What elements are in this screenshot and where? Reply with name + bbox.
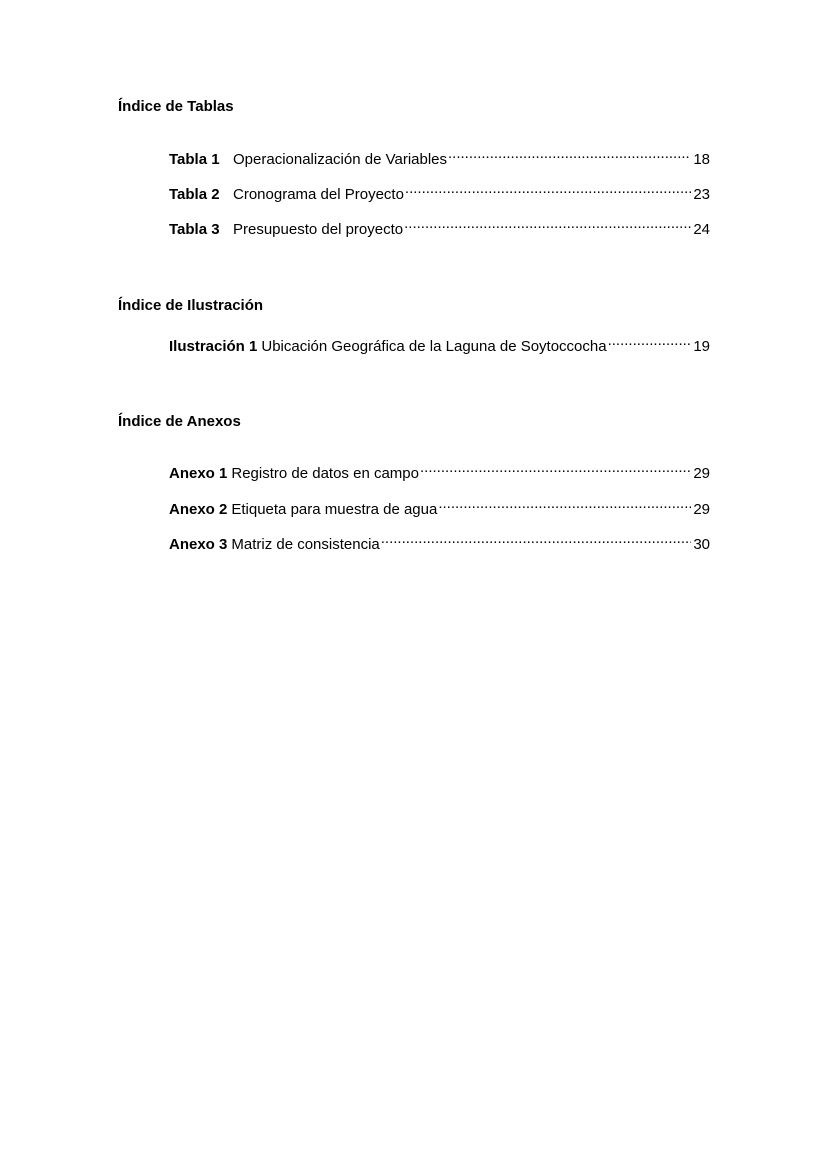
- dot-leader: [447, 144, 691, 164]
- entry-label: Anexo 2: [169, 501, 228, 518]
- dot-leader: [419, 458, 691, 478]
- entry-page-number: 29: [693, 465, 710, 482]
- entry-label: Ilustración 1: [169, 338, 258, 355]
- entry-page-number: 30: [693, 536, 710, 553]
- entry-page-number: 29: [693, 501, 710, 518]
- tables-index-heading: Índice de Tablas: [118, 98, 234, 115]
- entry-title: Registro de datos en campo: [231, 465, 419, 482]
- entry-title: Cronograma del Proyecto: [233, 186, 404, 203]
- entry-label: Anexo 3: [169, 536, 228, 553]
- toc-entry-tabla-3[interactable]: [169, 214, 710, 238]
- dot-leader: [404, 179, 691, 199]
- entry-page-number: 19: [693, 338, 710, 355]
- dot-leader: [403, 214, 691, 234]
- entry-label: Anexo 1: [169, 465, 228, 482]
- entry-title: Matriz de consistencia: [231, 536, 380, 553]
- entry-label: Tabla 3: [169, 221, 220, 238]
- entry-page-number: 18: [693, 151, 710, 168]
- entry-label: Tabla 1: [169, 151, 220, 168]
- entry-page-number: 23: [693, 186, 710, 203]
- entry-title: Presupuesto del proyecto: [233, 221, 404, 238]
- toc-entry-tabla-2[interactable]: [169, 179, 710, 203]
- entry-page-number: 24: [693, 221, 710, 238]
- entry-label: Tabla 2: [169, 186, 220, 203]
- toc-entry-ilustracion-1[interactable]: [169, 331, 710, 355]
- toc-entry-anexo-3[interactable]: [169, 529, 710, 553]
- entry-title: Ubicación Geográfica de la Laguna de Soytoccocha: [261, 338, 607, 355]
- entry-title: Operacionalización de Variables: [233, 151, 448, 168]
- entry-title: Etiqueta para muestra de agua: [231, 501, 438, 518]
- dot-leader: [380, 529, 692, 549]
- toc-entry-tabla-1[interactable]: [169, 144, 710, 168]
- illustrations-index-heading: Índice de Ilustración: [118, 297, 264, 314]
- toc-entry-anexo-2[interactable]: [169, 494, 710, 518]
- dot-leader: [607, 331, 692, 351]
- toc-entry-anexo-1[interactable]: [169, 458, 710, 482]
- annexes-index-heading: Índice de Anexos: [118, 413, 241, 430]
- dot-leader: [437, 494, 691, 514]
